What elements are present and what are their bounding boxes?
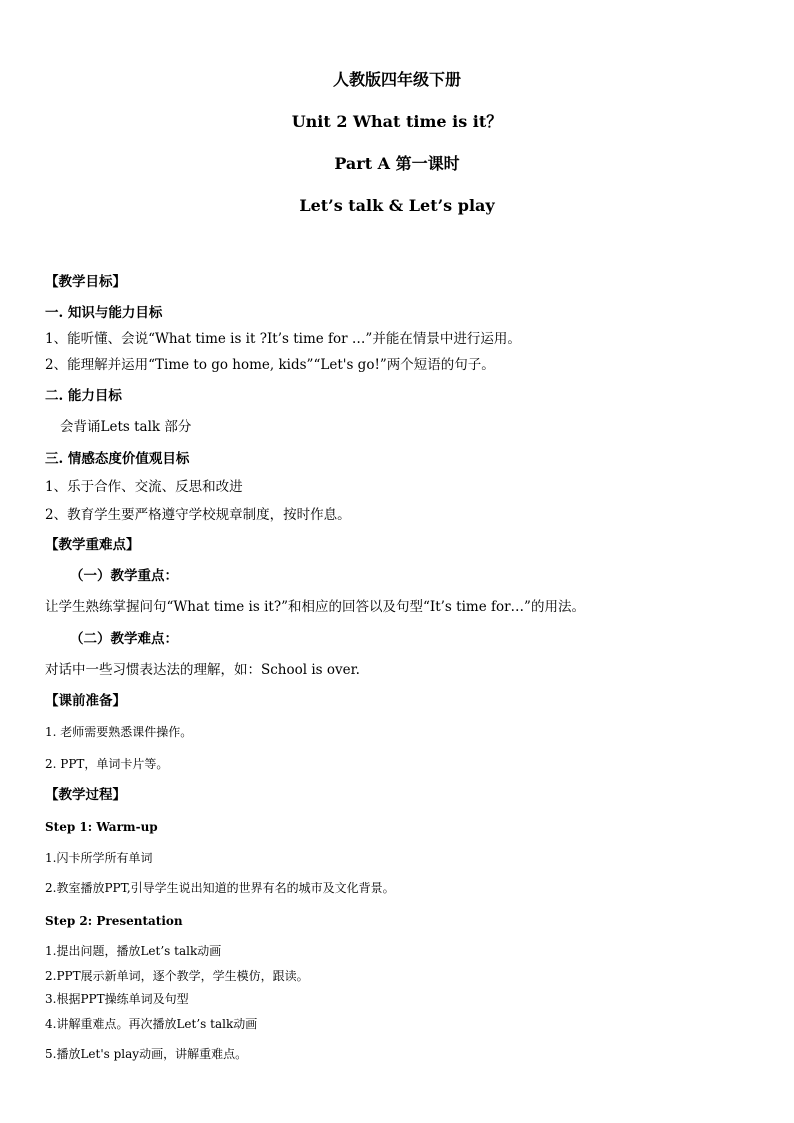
difficulty-text: 对话中一些习惯表达法的理解，如：School is over. (45, 662, 360, 678)
step1-title: Step 1: Warm-up (45, 820, 158, 834)
step2-item-5: 5.播放Let's play动画，讲解重难点。 (45, 1047, 248, 1061)
document-title: 人教版四年级下册 (332, 70, 461, 89)
objectives-heading: 【教学目标】 (45, 274, 126, 290)
knowledge-item-1: 1、能听懂、会说“What time is it ?It’s time for …”并能在情景中进行运用。 (45, 331, 521, 347)
step2-item-2: 2.PPT展示新单词，逐个教学，学生模仿，跟读。 (45, 969, 309, 983)
unit-title: Unit 2 What time is it？ (291, 112, 503, 131)
emotion-item-1: 1、乐于合作、交流、反思和改进 (45, 479, 243, 495)
key-points-heading: 【教学重难点】 (45, 537, 140, 553)
preparation-heading: 【课前准备】 (45, 693, 126, 709)
step2-item-4: 4.讲解重难点。再次播放Let’s talk动画 (45, 1017, 258, 1031)
knowledge-item-2: 2、能理解并运用“Time to go home, kids”“Let's go!”两个短语的句子。 (45, 357, 495, 373)
difficulty-title: （二）教学难点： (70, 631, 178, 647)
preparation-item-2: 2. PPT，单词卡片等。 (45, 757, 169, 771)
process-heading: 【教学过程】 (45, 787, 126, 803)
lesson-title: Let’s talk & Let’s play (299, 196, 495, 215)
knowledge-title: 一. 知识与能力目标 (45, 305, 163, 321)
step1-item-2: 2.教室播放PPT,引导学生说出知道的世界有名的城市及文化背景。 (45, 881, 395, 895)
step2-title: Step 2: Presentation (45, 914, 183, 928)
emotion-title: 三. 情感态度价值观目标 (45, 451, 190, 467)
step1-item-1: 1.闪卡所学所有单词 (45, 851, 153, 865)
ability-item-1: 会背诵Lets talk 部分 (60, 419, 192, 435)
part-title: Part A 第一课时 (334, 154, 460, 173)
focus-text: 让学生熟练掌握问句“What time is it?”和相应的回答以及句型“It’s time for…”的用法。 (45, 599, 585, 615)
preparation-item-1: 1. 老师需要熟悉课件操作。 (45, 725, 193, 739)
emotion-item-2: 2、教育学生要严格遵守学校规章制度，按时作息。 (45, 507, 351, 523)
focus-title: （一）教学重点： (70, 568, 178, 584)
step2-item-1: 1.提出问题，播放Let’s talk动画 (45, 944, 222, 958)
ability-title: 二. 能力目标 (45, 388, 122, 404)
step2-item-3: 3.根据PPT操练单词及句型 (45, 992, 189, 1006)
